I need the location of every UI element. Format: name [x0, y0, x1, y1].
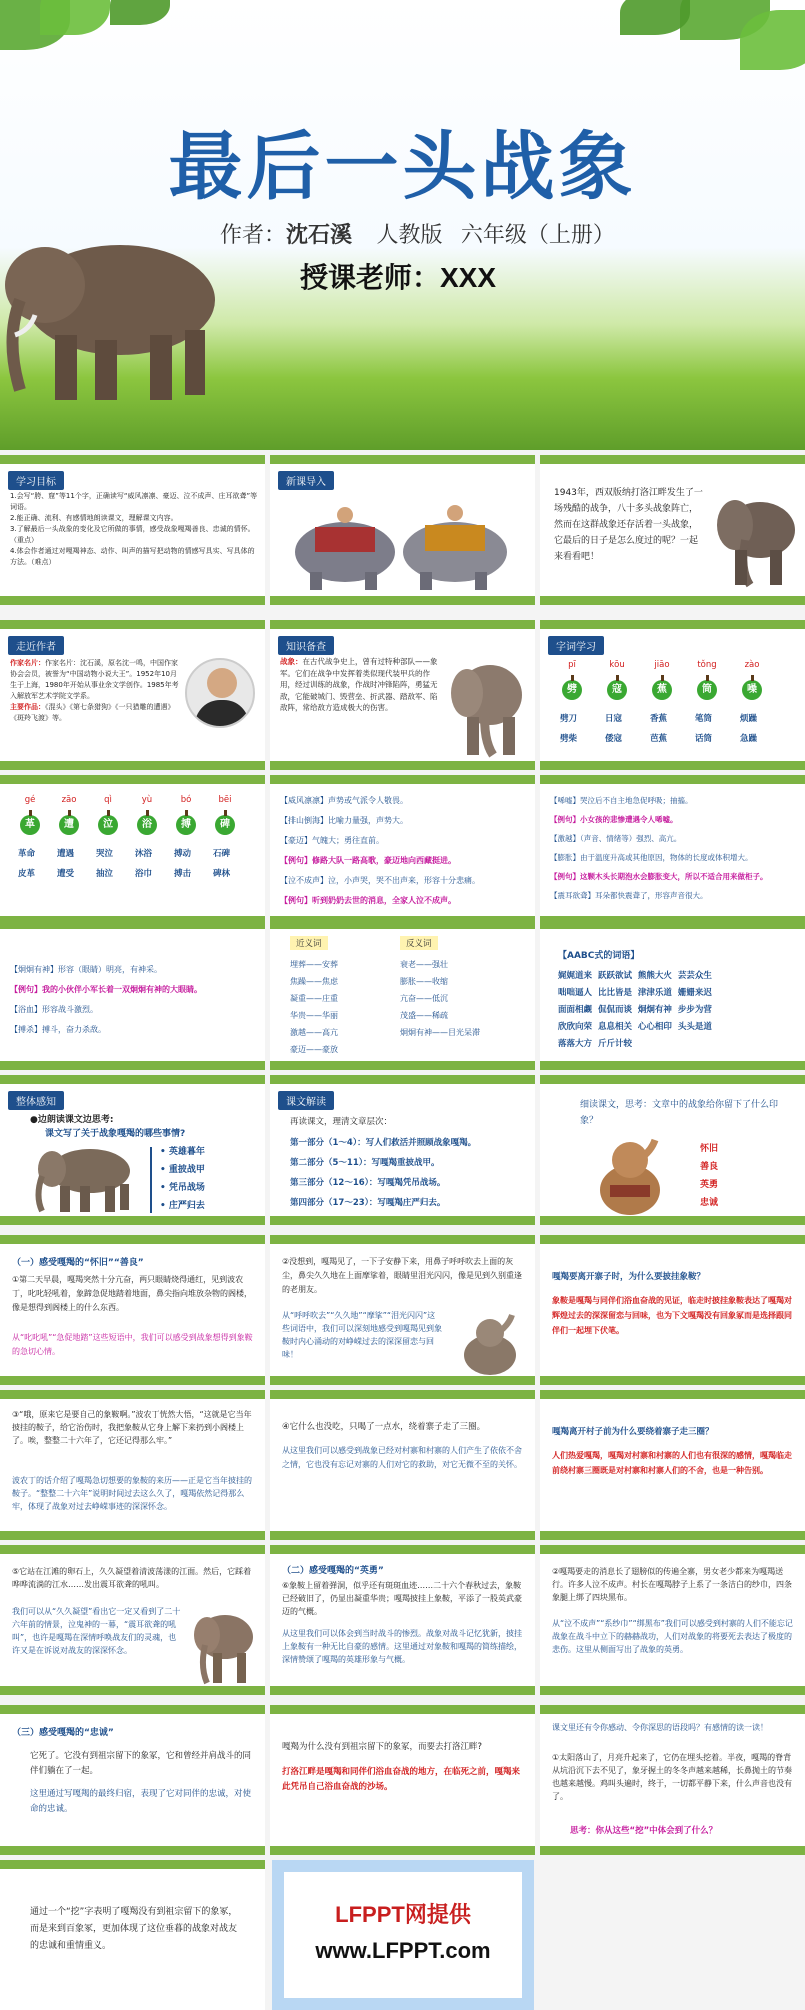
- elephant-image: [30, 1141, 140, 1216]
- slide-loyalty: [0, 1705, 265, 1855]
- word: 话筒: [695, 734, 713, 744]
- pinyin: tǒng: [697, 660, 717, 670]
- word-meaning-list: 【炯炯有神】形容（眼睛）明亮，有神采。 【例句】我的小伙伴小军长着一双炯炯有神的大眼睛。 【浴血】形容战斗激烈。 【搏杀】搏斗，奋力杀敌。: [10, 965, 202, 1034]
- char-apple-icon: 碑: [215, 815, 235, 835]
- slide-knowledge: [270, 620, 535, 770]
- author-photo: [185, 658, 255, 728]
- pinyin: bó: [180, 795, 192, 805]
- synonym-list: 埋葬——安葬 焦躁——焦虑 凝重——庄重 华贵——华丽 激越——高亢 豪迈——豪放: [290, 960, 338, 1054]
- word: 烦躁: [740, 714, 758, 724]
- pinyin: zāo: [61, 795, 77, 805]
- word: 笔筒: [695, 714, 713, 724]
- word: 沐浴: [135, 849, 153, 859]
- slide-river-question: [270, 1705, 535, 1855]
- elephant-image: [0, 230, 230, 410]
- word: 倭寇: [605, 734, 623, 744]
- slide-word-meanings-1: [270, 775, 535, 925]
- brand-url[interactable]: www.LFPPT.com: [315, 1938, 491, 1963]
- pinyin: gé: [24, 795, 36, 805]
- word: 搏击: [174, 869, 192, 879]
- antonym-tag: 反义词: [400, 936, 438, 950]
- pinyin: yù: [141, 795, 153, 805]
- quote-text: ①第二天早晨，嘎羯突然十分亢奋，两只眼睛烧得通红，见到波农丁，叱叱轻吼着，象蹄急促地踏着地面，鼻尖指向堆放杂物的阁楼，像是想得到阁楼上的什么东西。: [12, 1275, 252, 1312]
- slide-conclusion: [0, 1860, 265, 2010]
- slide-tag: 走近作者: [8, 636, 64, 655]
- brand-name: LFPPT网提供: [335, 1902, 471, 1927]
- subtitle: 作者：沈石溪 人教版 六年级（上册）: [220, 222, 615, 247]
- synonym-tag: 近义词: [290, 936, 328, 950]
- slide-impression: [540, 1075, 805, 1225]
- slide-tag: 字词学习: [548, 636, 604, 655]
- slide-nostalgia-3: [0, 1390, 265, 1540]
- author-bio: 作家名片：作家名片：沈石溪，原名沈一鸣，中国作家协会会员，被誉为“中国动物小说大王”。1952年10月生于上海，1980年开始从事业余文学创作。1985年考入解放军艺术学院文学系。 主要作品：《混头》《第七条猎狗》《一只猎雕的遭遇》《斑羚飞渡》等。: [10, 659, 179, 722]
- slide-tag: 新课导入: [278, 471, 334, 490]
- slide-goodbye-question: [540, 1390, 805, 1540]
- impression-question: 细读课文，思考：文章中的战象给你留下了什么印象？: [580, 1100, 779, 1126]
- slide-intro-story: [540, 455, 805, 605]
- section-heading: （一）感受嘎羯的“怀旧”“善良”: [12, 1258, 144, 1268]
- sitting-elephant-image: [580, 1135, 675, 1220]
- slide-word-meanings-2: [540, 775, 805, 925]
- question-label: ●边朗读课文边思考:: [30, 1115, 114, 1125]
- analysis-text: 从“叱叱吼”“急促地踏”这些短语中，我们可以感受到战象想得到象鞍的急切心情。: [12, 1333, 253, 1356]
- word: 抽泣: [96, 869, 114, 879]
- question-text: 嘎羯要离开寨子时，为什么要披挂象鞍？: [552, 1272, 706, 1282]
- analysis-text: 从“呼呼吹去”“久久地”“摩挲”“泪光闪闪”这些词语中，我们可以深刻地感受到嘎羯见到象鞍时内心涌动的对峥嵘过去的深深留恋与回味！: [282, 1311, 442, 1359]
- slide-bravery-1: [270, 1545, 535, 1695]
- reading-prompt: 课文里还有令你感动、令你深思的语段吗？有感情的读一读！: [552, 1723, 768, 1732]
- slide-riverside: [0, 1545, 265, 1695]
- quote-text: ④它什么也没吃，只喝了一点水，绕着寨子走了三圈。: [282, 1422, 486, 1432]
- quote-text: ①太阳落山了，月亮升起来了，它仍在埋头挖着。半夜，嘎羯的脊背从坑沿沉下去不见了，象牙握土的冬冬声越来越稀，长鼻抛土的节奏也越来越慢。鸡叫头遍时，终于，一切都平静下来，什么声音也没有了。: [552, 1753, 792, 1801]
- page-title: 最后一头战象: [168, 125, 637, 208]
- knowledge-text: 战象：在古代战争史上，曾有过特种部队——象军。它们在战争中发挥着类似现代装甲兵的作用，经过训练的战象，作战时冲锋陷阵，勇猛无敌，它能破城门、毁营垒、折武器、踏敌军、陷敌阵，常给敌方造成极大的伤害。: [280, 657, 438, 712]
- slide-tag: 课文解读: [278, 1091, 334, 1110]
- event-list: • 英雄暮年 • 重披战甲 • 凭吊战场 • 庄严归去: [160, 1147, 205, 1211]
- char-apple-icon: 搏: [176, 815, 196, 835]
- word: 劈柴: [560, 734, 578, 744]
- word-meaning-list: 【唏嘘】哭泣后不自主地急促呼吸；抽搐。 【例句】小女孩的悲惨遭遇令人唏嘘。 【激越】（声音、情绪等）强烈、高亢。 【膨胀】由于温度升高或其他原因，物体的长度或体积增大。 【例句】这颗木头长期泡水会膨胀变大，所以不适合用来做柜子。 【震耳欲聋】耳朵都快震聋了，形容声音很大。: [550, 796, 768, 900]
- footer-banner: [272, 1860, 534, 2010]
- word: 哭泣: [96, 849, 114, 859]
- word: 日寇: [605, 714, 623, 724]
- word: 浴巾: [135, 869, 153, 879]
- structure-list: 第一部分（1～4）：写人们救活并照顾战象嘎羯。 第二部分（5～11）：写嘎羯重披战甲。 第三部分（12～16）：写嘎羯凭吊战场。 第四部分（17～23）：写嘎羯庄严归去。: [290, 1138, 477, 1208]
- pinyin: kōu: [609, 660, 625, 670]
- slide-synonyms-antonyms: [270, 920, 535, 1070]
- char-apple-icon: 革: [20, 815, 40, 835]
- char-apple-icon: 劈: [562, 680, 582, 700]
- sitting-elephant-image: [450, 1313, 530, 1378]
- slide-tag: 知识备查: [278, 636, 334, 655]
- analysis-text: 我们可以从“久久凝望”看出它一定又看到了二十六年前的情景，泣鬼神的一幕，“震耳欲聋的吼叫”，也许是嘎羯在深情呼唤战友们的灵魂，也许又是在诉说对战友的深深怀念。: [12, 1607, 181, 1655]
- word: 皮革: [18, 869, 36, 879]
- word: 石碑: [213, 849, 231, 859]
- char-apple-icon: 泣: [98, 815, 118, 835]
- conclusion-text: 通过一个“挖”字表明了嘎羯没有到祖宗留下的象冢，而是来到百象冢，更加体现了这位垂暮的战象对战友的忠诚和重情重义。: [30, 1907, 238, 1951]
- question-text: 嘎羯为什么没有到祖宗留下的象冢，而要去打洛江畔?: [282, 1742, 483, 1752]
- char-apple-icon: 寇: [607, 680, 627, 700]
- analysis-text: 从这里我们可以感受到战象已经对村寨和村寨的人们产生了依依不舍之情，它也没有忘记对寨的人们对它的救助，对它无微不至的关怀。: [282, 1446, 522, 1469]
- war-elephant-illustration: [280, 497, 525, 592]
- slide-bravery-2: [540, 1545, 805, 1695]
- slide-nostalgia-1: [0, 1235, 265, 1385]
- impression-words: 怀旧 善良 英勇 忠诚: [700, 1144, 719, 1208]
- word-meaning-list: 【威风凛凛】声势或气派令人敬畏。 【排山倒海】比喻力量强，声势大。 【豪迈】气魄大；勇往直前。 【例句】修路大队一路高歌，豪迈地向西藏挺进。 【泣不成声】泣，小声哭，哭不出声来，形容十分悲痛。 【例句】听到奶奶去世的消息，全家人泣不成声。: [280, 796, 480, 905]
- quote-text: ②没想到，嘎羯见了，一下子安静下来，用鼻子呼呼吹去上面的灰尘，鼻尖久久地在上面摩挲着，眼睛里泪光闪闪，像是见到久别重逢的老朋友。: [282, 1257, 522, 1294]
- word: 遭受: [57, 869, 75, 879]
- quote-text: ③“哦，原来它是要自己的象鞍啊。”波农丁恍然大悟，“这就是它当年披挂的鞍子，给它治伤时，我把象鞍从它身上解下来扔到小阁楼上了。唉，整整二十六年了，它还记得那么牢。”: [12, 1410, 252, 1445]
- slide-vocabulary-1: [540, 620, 805, 770]
- analysis-text: 这里通过写嘎羯的最终归宿，表现了它对同伴的忠诚，对使命的忠诚。: [30, 1789, 252, 1814]
- answer-text: 打洛江畔是嘎羯和同伴们浴血奋战的地方，在临死之前，嘎羯来此凭吊自己浴血奋战的沙场。: [282, 1767, 521, 1792]
- word: 遭遇: [57, 849, 75, 859]
- analysis-text: 波农丁的话介绍了嘎羯急切想要的象鞍的来历——正是它当年披挂的鞍子。“整整二十六年”说明时间过去这么久了，嘎羯依然记得那么牢，体现了战象对过去峥嵘事迹的深深怀念。: [12, 1476, 252, 1511]
- slide-learning-goals: [0, 455, 265, 605]
- leaf-decoration: [40, 0, 110, 35]
- pinyin: zào: [744, 660, 760, 670]
- char-apple-icon: 遭: [59, 815, 79, 835]
- antonym-list: 衰老——强壮 膨胀——收缩 亢奋——低沉 茂盛——稀疏 炯炯有神——目光呆滞: [400, 960, 480, 1037]
- slide-vocabulary-2: [0, 775, 265, 925]
- quote-text: ⑥象鞍上留着弹洞，似乎还有斑斑血迹……二十六个春秋过去，象鞍已经破旧了，仍显出凝重华贵；嘎羯披挂上象鞍，平添了一股英武豪迈的气概。: [282, 1581, 522, 1616]
- pinyin: pī: [568, 660, 576, 670]
- question-text: 课文写了关于战象嘎羯的哪些事情?: [45, 1129, 186, 1139]
- goal-list: 1.会写“胯、窟”等11个字，正确读写“威风凛凛、豪迈、泣不成声、庄耳欲聋”等词语。 2.能正确、流利、有感情地朗读课文，理解课文内容。 3.了解最后一头战象的变化及它所做的事情，感受战象嘎羯善良、忠诚的情怀。（重点） 4.体会作者通过对嘎羯神态、动作、叫声的描写把动物的情感写具实、写具体的方法。（难点）: [10, 492, 258, 566]
- word: 劈刀: [560, 714, 578, 724]
- answer-text: 人们热爱嘎羯，嘎羯对村寨和村寨的人们也有很深的感情，嘎羯临走前绕村寨三圈既是对村寨和村寨人们的不舍，也是一种告别。: [552, 1451, 792, 1475]
- teacher-name: 授课老师：XXX: [300, 262, 497, 293]
- pinyin: qì: [104, 795, 112, 805]
- elephant-image: [705, 490, 800, 590]
- answer-text: 象鞍是嘎羯与同伴们浴血奋战的见证，临走时披挂象鞍表达了嘎羯对辉煌过去的深深留恋与回味，也为下文嘎羯没有回象冢而是选择跟同伴们一起埋下伏笔。: [552, 1296, 792, 1335]
- aabc-title: 【AABC式的词语】: [558, 951, 640, 961]
- slide-aabc-words: [540, 920, 805, 1070]
- aabc-grid: 娓娓道来 跃跃欲试 熊熊大火 芸芸众生 咄咄逼人 比比皆是 津津乐道 姗姗来迟 面面相觑 侃侃而谈 炯炯有神 步步为营 欣欣向荣 息息相关 心心相印 头头是道 落落大方 斤斤计较: [558, 971, 712, 1049]
- slide-author: [0, 620, 265, 770]
- section-heading: （二）感受嘎羯的“英勇”: [282, 1566, 384, 1576]
- char-apple-icon: 噪: [742, 680, 762, 700]
- slide-tag: 整体感知: [8, 1091, 64, 1110]
- intro-text: 1943年，西双版纳打洛江畔发生了一场残酷的战争，八十多头战象阵亡，然而在这群战象还存活着一头战象，它最后的日子是怎么度过的呢？一起来看看吧！: [554, 488, 703, 562]
- leaf-decoration: [740, 10, 805, 70]
- word: 碑林: [213, 869, 231, 879]
- elephant-image: [185, 1607, 260, 1687]
- slide-word-meanings-3: [0, 920, 265, 1070]
- word: 革命: [18, 849, 36, 859]
- elephant-image: [445, 655, 530, 760]
- structure-intro: 再读课文，理清文章层次：: [290, 1117, 393, 1127]
- char-apple-icon: 筒: [697, 680, 717, 700]
- slide-goodbye-1: [270, 1390, 535, 1540]
- word: 香蕉: [650, 714, 668, 724]
- quote-text: ⑤它站在江滩的卵石上，久久凝望着清波荡漾的江面。然后，它踩着哗哗流淌的江水……发出震耳欲聋的吼叫。: [12, 1567, 252, 1589]
- slide-tag: 学习目标: [8, 471, 64, 490]
- brace-line: [150, 1147, 152, 1213]
- word: 芭蕉: [650, 734, 668, 744]
- slide-overall-perception: [0, 1075, 265, 1225]
- quote-text: 它死了。它没有到祖宗留下的象冢，它和曾经并肩战斗的同伴们躺在了一起。: [30, 1751, 252, 1776]
- slide-new-lesson: [270, 455, 535, 605]
- title-slide: [0, 0, 805, 450]
- analysis-text: 从这里我们可以体会到当时战斗的惨烈。战象对战斗记忆犹新，披挂上象鞍有一种无比自豪的感情。这里通过对象鞍和嘎羯的简练描绘，深情赞颂了嘎羯的英雄形象与气概。: [282, 1629, 522, 1664]
- char-apple-icon: 浴: [137, 815, 157, 835]
- word: 搏动: [174, 849, 192, 859]
- word: 急躁: [740, 734, 758, 744]
- analysis-text: 从“泣不成声”“系纱巾”“绑黑布”我们可以感受到村寨的人们不能忘记战象在战斗中立下的赫赫战功，人们对战象的将要死去表达了极度的悲伤。这里从侧面写出了战象的英勇。: [552, 1619, 793, 1654]
- section-heading: （三）感受嘎羯的“忠诚”: [12, 1728, 114, 1738]
- char-apple-icon: 蕉: [652, 680, 672, 700]
- slide-text-analysis: [270, 1075, 535, 1225]
- think-question: 思考：你从这些“挖”中体会到了什么？: [570, 1826, 718, 1836]
- quote-text: ②嘎羯要走的消息长了翅膀似的传遍全寨，男女老少都来为嘎羯送行。许多人泣不成声。村长在嘎羯脖子上系了一条洁白的纱巾，四条象腿上绑了四块黑布。: [552, 1567, 792, 1602]
- slide-digging: [540, 1705, 805, 1855]
- slide-saddle-question: [540, 1235, 805, 1385]
- pinyin: jiāo: [654, 660, 670, 670]
- slide-nostalgia-2: [270, 1235, 535, 1385]
- question-text: 嘎羯离开村子前为什么要绕着寨子走三圈？: [552, 1427, 714, 1437]
- leaf-decoration: [110, 0, 170, 25]
- pinyin: bēi: [218, 795, 232, 805]
